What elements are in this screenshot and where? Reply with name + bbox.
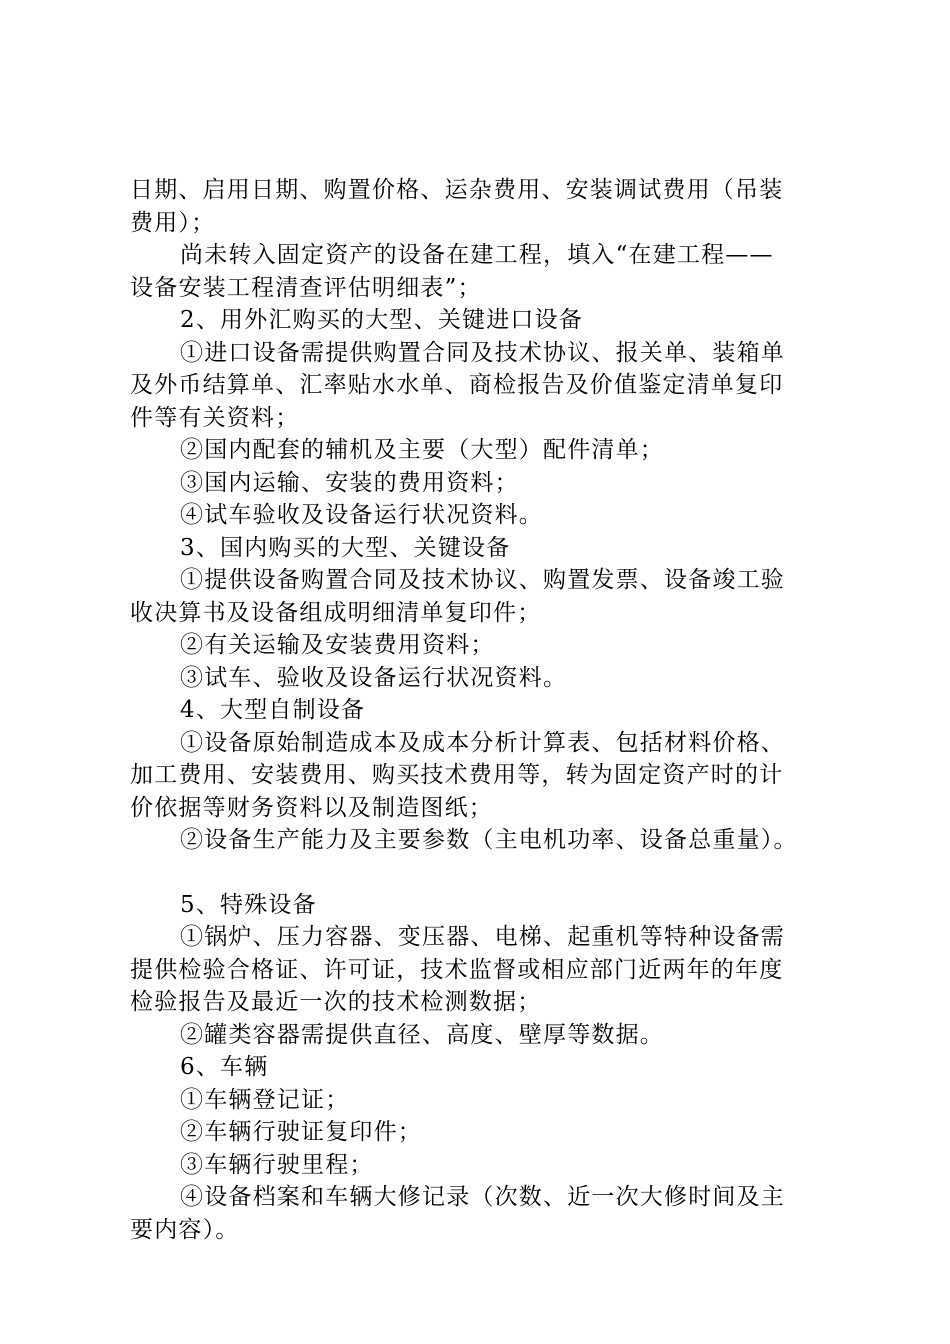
text-line: 价依据等财务资料以及制造图纸； [130, 794, 493, 821]
list-item: ④设备档案和车辆大修记录（次数、近一次大修时间及主 [180, 1184, 785, 1210]
list-item: ①提供设备购置合同及技术协议、购置发票、设备竣工验 [180, 567, 785, 593]
text-line: 检验报告及最近一次的技术检测数据； [130, 989, 542, 1015]
text-line: 设备安装工程清查评估明细表”； [130, 274, 482, 301]
text-line: 要内容）。 [130, 1216, 240, 1243]
section-heading: 2、用外汇购买的大型、关键进口设备 [180, 307, 584, 333]
text-line: 费用）； [130, 209, 216, 236]
blank-line [130, 857, 830, 889]
list-item: ②设备生产能力及主要参数（主电机功率、设备总重量）。 [180, 827, 798, 853]
list-item: ①进口设备需提供购置合同及技术协议、报关单、装箱单 [180, 339, 785, 366]
text-line: 提供检验合格证、许可证，技术监督或相应部门近两年的年度 [130, 956, 784, 983]
section-heading: 5、特殊设备 [180, 891, 317, 918]
section-heading: 4、大型自制设备 [180, 697, 366, 723]
text-line: 收决算书及设备组成明细清单复印件； [130, 599, 542, 626]
section-heading: 3、国内购买的大型、关键设备 [180, 534, 511, 561]
list-item: ①车辆登记证； [180, 1086, 350, 1113]
text-line: 日期、启用日期、购置价格、运杂费用、安装调试费用（吊装 [130, 177, 784, 203]
list-item: ②国内配套的辅机及主要（大型）配件清单； [180, 437, 664, 463]
list-item: ③试车、验收及设备运行状况资料。 [180, 664, 568, 691]
text-line: 及外币结算单、汇率贴水水单、商检报告及价值鉴定清单复印 [130, 372, 784, 398]
text-line: 尚未转入固定资产的设备在建工程，填入“在建工程—— [180, 242, 774, 268]
text-line: 件等有关资料； [130, 404, 300, 431]
list-item: ①设备原始制造成本及成本分析计算表、包括材料价格、 [180, 729, 785, 756]
list-item: ④试车验收及设备运行状况资料。 [180, 502, 543, 528]
list-item: ③车辆行驶里程； [180, 1151, 374, 1178]
text-line: 加工费用、安装费用、购买技术费用等，转为固定资产时的计 [130, 762, 784, 788]
list-item: ②有关运输及安装费用资料； [180, 632, 495, 658]
list-item: ③国内运输、安装的费用资料； [180, 469, 519, 496]
list-item: ②罐类容器需提供直径、高度、壁厚等数据。 [180, 1021, 664, 1048]
section-heading: 6、车辆 [180, 1054, 269, 1080]
list-item: ①锅炉、压力容器、变压器、电梯、起重机等特种设备需 [180, 924, 785, 950]
document-body [130, 174, 830, 1246]
list-item: ②车辆行驶证复印件； [180, 1119, 422, 1145]
